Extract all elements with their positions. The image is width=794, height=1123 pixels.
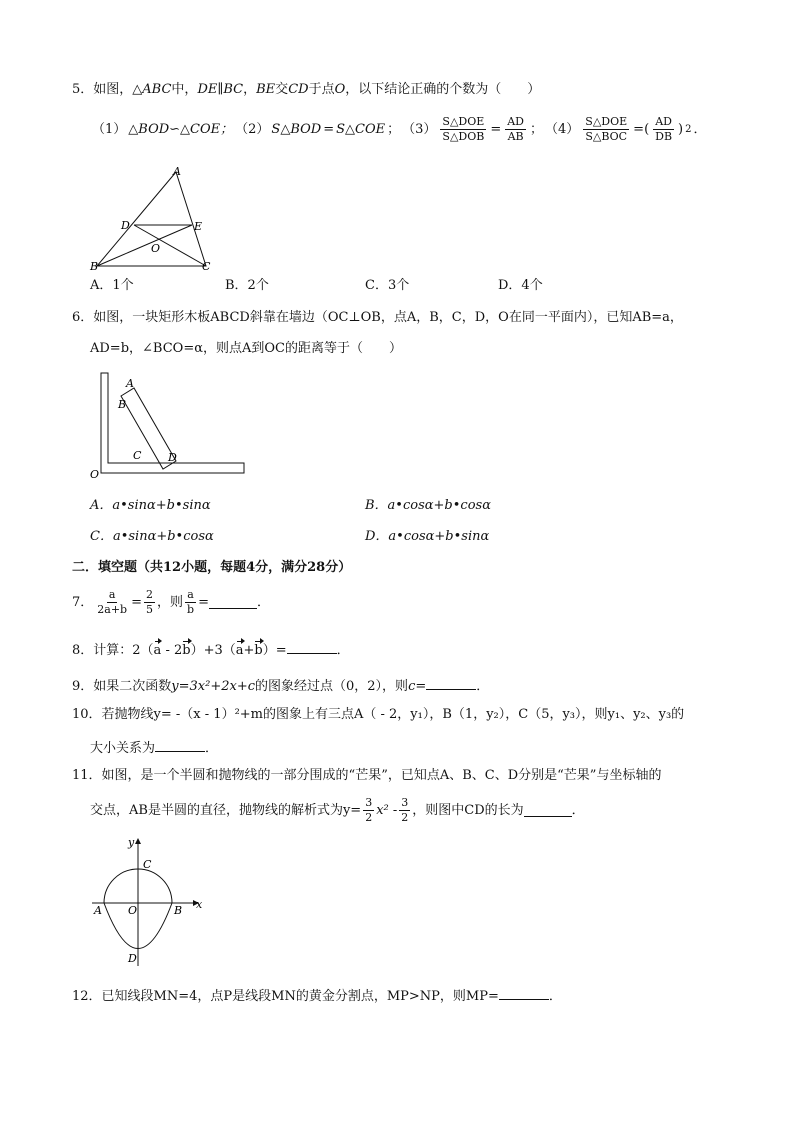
q6-label-a: A: [126, 377, 134, 390]
q8-answer-blank[interactable]: [287, 641, 337, 654]
q5-c4-num: S△DOE: [583, 116, 629, 130]
q6-figure: [88, 368, 253, 480]
q5-c2-rhs: S△COE: [336, 122, 386, 138]
q5-c4-end: ．: [693, 122, 707, 138]
q12: [72, 987, 562, 1003]
q9-mid: 的图象经过点（0，2），则: [255, 679, 409, 694]
q5-label-b: B: [90, 260, 99, 273]
q5-option-c[interactable]: C．3个: [365, 278, 410, 293]
q11-f1-den: 2: [365, 811, 373, 825]
q10-tail: ．: [205, 741, 219, 756]
q6-line1: 6．如图，一块矩形木板ABCD斜靠在墙边（OC⊥OB，点A，B，C，D，O在同一平面内），已知AB=a，: [72, 310, 683, 325]
q7-label: 7．: [72, 595, 94, 611]
q5-c4-eq: =(: [633, 122, 650, 138]
q5-stem-abc: △ABC: [132, 82, 172, 97]
q5-stem-mid3: 交: [275, 82, 289, 97]
q7-frac1: [95, 589, 129, 616]
q6-label-b: B: [118, 398, 127, 411]
q11-line2-prefix: 交点，AB是半圆的直径，抛物线的解析式为y=: [90, 803, 362, 819]
q11-line1: 11．如图，是一个半圆和抛物线的一部分围成的“芒果”，已知点A、B、C、D分别是“芒果”与坐标轴的: [72, 768, 662, 783]
section2-title: 二．填空题（共12小题，每题4分，满分28分）: [72, 560, 352, 575]
q11-line2: [90, 797, 585, 824]
q6-option-a[interactable]: A．a•sinα+b•sinα: [90, 498, 211, 513]
q7-answer-blank[interactable]: [209, 596, 257, 609]
q10-line2-prefix: 大小关系为: [90, 741, 156, 756]
q5-stem-o: O: [334, 82, 346, 97]
q9-func: y=3x²+2x+c: [171, 679, 256, 694]
q5-label-e: E: [194, 220, 203, 233]
q8-mid3: +: [243, 643, 255, 658]
q5-c4-close: ): [678, 122, 684, 138]
q8-vector-a2: a: [235, 643, 244, 658]
q5-c4-frac-left: [583, 116, 629, 143]
q6-line2: AD=b，∠BCO=α，则点A到OC的距离等于（ ）: [90, 341, 402, 356]
q5-c2-label: （2）: [235, 122, 270, 138]
q7-eq: =: [131, 595, 143, 611]
q8-mid1: - 2: [161, 643, 183, 658]
q5-c4-den: S△BOC: [585, 130, 628, 144]
q11-f2-den: 2: [401, 811, 409, 825]
q8-end: ）=: [262, 643, 287, 658]
q5-c1-label: （1）: [92, 122, 127, 138]
q5-c2-end: ；: [387, 122, 401, 138]
q6-label-c: C: [133, 449, 142, 462]
q5-stem-mid1: 中，: [171, 82, 198, 97]
q5-c2-eq: =: [323, 122, 335, 138]
q5-stem-prefix: 5．如图，: [72, 82, 133, 97]
q10-answer-blank[interactable]: [155, 739, 205, 752]
q9-end: =: [415, 679, 427, 694]
q5-figure: [88, 162, 228, 272]
q5-c2-lhs: S△BOD: [271, 122, 322, 138]
q9-tail: ．: [476, 679, 490, 694]
q5-c1-text: △BOD∽△COE；: [128, 122, 234, 138]
q8-label: 8．计算：2（: [72, 643, 154, 658]
q9: [72, 677, 489, 693]
q5-c4-frac-right: [653, 116, 674, 143]
q10-line1: 10．若抛物线y= -（x - 1）²+m的图象上有三点A（ - 2，y₁），B（1，y₂），C（5，y₃），则y₁、y₂、y₃的: [72, 707, 685, 722]
q11-mid: x² -: [376, 803, 398, 819]
q5-option-a[interactable]: A．1个: [90, 278, 134, 293]
q5-stem-be: BE: [256, 82, 276, 97]
q7-mid: ，则: [157, 595, 184, 611]
q6-option-b[interactable]: B．a•cosα+b•cosα: [365, 498, 491, 513]
q9-answer-blank[interactable]: [426, 677, 476, 690]
q11-line2-suffix: ，则图中CD的长为: [412, 803, 524, 819]
q5-c3-label: （3）: [402, 122, 437, 138]
q11-label-c: C: [143, 858, 152, 871]
q5-c3-num: S△DOE: [440, 116, 486, 130]
q5-stem-mid2: ，: [243, 82, 257, 97]
q7-f2-num: 2: [144, 589, 155, 603]
q11-frac1: [363, 797, 374, 824]
q11-label-x: x: [196, 898, 203, 911]
q12-answer-blank[interactable]: [499, 987, 549, 1000]
q12-text: 12．已知线段MN=4，点P是线段MN的黄金分割点，MP>NP，则MP=: [72, 989, 499, 1004]
q8-vector-b1: b: [182, 643, 191, 658]
q5-stem-cd: CD: [288, 82, 309, 97]
q5-label-a: A: [173, 165, 181, 178]
q12-tail: ．: [548, 989, 562, 1004]
q5-label-c: C: [202, 260, 211, 273]
q5-stem-suffix: ，以下结论正确的个数为（ ）: [345, 82, 541, 97]
q5-label-d: D: [121, 219, 130, 232]
q8-vector-a1: a: [153, 643, 162, 658]
q6-option-d[interactable]: D．a•cosα+b•sinα: [365, 529, 490, 544]
q8: [72, 641, 350, 657]
q9-prefix: 9．如果二次函数: [72, 679, 172, 694]
q7-tail: ．: [256, 595, 270, 611]
q6-option-c[interactable]: C．a•sinα+b•cosα: [90, 529, 214, 544]
q7-f2-den: 5: [146, 603, 154, 617]
q5-c3-eq: =: [490, 122, 502, 138]
q7-f1-num: a: [107, 589, 118, 603]
q5-c3-rden: AB: [507, 130, 524, 144]
q11-label-a: A: [94, 904, 102, 917]
q11-label-d: D: [128, 952, 137, 965]
q5-stem-mid4: 于点: [308, 82, 335, 97]
q11-label-o: O: [128, 904, 138, 917]
q8-mid2: ）+3（: [190, 643, 236, 658]
q5-c4-rnum: AD: [653, 116, 674, 130]
q7-f3-den: b: [187, 603, 195, 617]
q5-c4-rden: DB: [655, 130, 673, 144]
q5-c4-sup: 2: [685, 123, 692, 135]
q5-option-d[interactable]: D．4个: [498, 278, 543, 293]
q5-stem: [72, 83, 540, 96]
q5-label-o: O: [151, 242, 161, 255]
q5-c3-rnum: AD: [505, 116, 526, 130]
q11-label-b: B: [174, 904, 183, 917]
q7-end: =: [198, 595, 209, 611]
q6-label-d: D: [168, 451, 177, 464]
q8-tail: ．: [336, 643, 350, 658]
q7-frac3: [185, 589, 196, 616]
q6-label-o: O: [90, 468, 100, 481]
q5-c3-den: S△DOB: [442, 130, 485, 144]
q11-f1-num: 3: [363, 797, 374, 811]
q11-label-y: y: [128, 836, 135, 849]
q10-line2: [90, 739, 218, 755]
q5-c3-frac-right: [505, 116, 526, 143]
q5-stem-de: DE∥BC: [197, 82, 244, 97]
q7-frac2: [144, 589, 155, 616]
q11-f2-num: 3: [399, 797, 410, 811]
q5-c3-frac-left: [440, 116, 486, 143]
q5-option-b[interactable]: B．2个: [225, 278, 269, 293]
q11-frac2: [399, 797, 410, 824]
q7: [72, 589, 270, 616]
q9-var: c: [408, 679, 416, 694]
q11-answer-blank[interactable]: [524, 804, 572, 817]
q5-conclusions: [92, 116, 707, 143]
q7-f3-num: a: [185, 589, 196, 603]
q11-tail: ．: [571, 803, 585, 819]
q7-f1-den: 2a+b: [97, 603, 128, 617]
q8-vector-b2: b: [254, 643, 263, 658]
q5-c4-label: （4）: [545, 122, 580, 138]
q5-c3-end: ；: [530, 122, 544, 138]
q11-figure: [88, 836, 213, 968]
